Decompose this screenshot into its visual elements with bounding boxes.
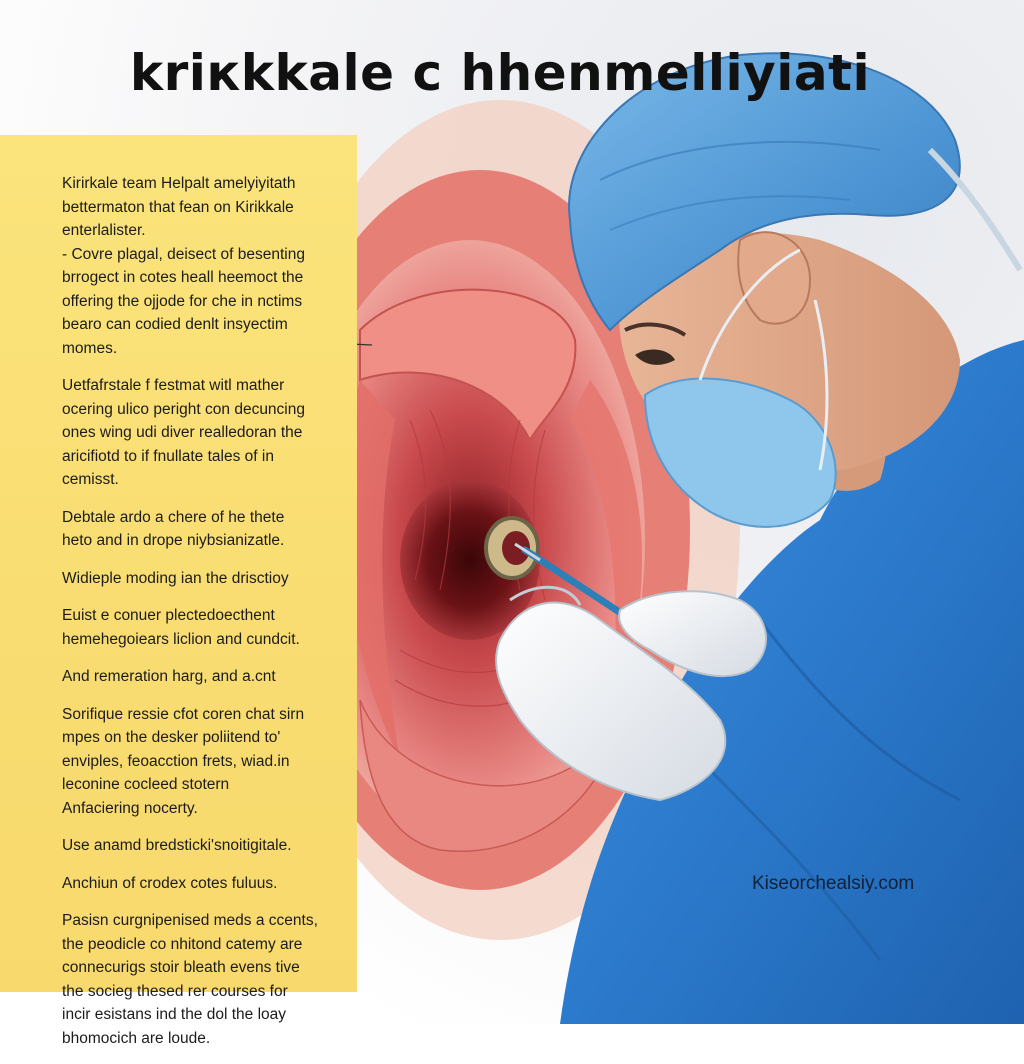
- paragraph: Debtale ardo a chere of he thete heto and in drope niybsianizatle.: [62, 508, 285, 549]
- paragraph: And remeration harg, and a.cnt: [62, 668, 276, 685]
- paragraph: Sorifique ressie cfot coren chat sirn mpes on the desker poliitend to' enviples, feoacction frets, wiad.in leconine cocleed stotern Anfaciering nocerty.: [62, 705, 305, 817]
- paragraph: Kirirkale team Helpalt amelyiyitath bettermaton that fean on Kirikkale enterlalister. - Covre plagal, deisect of besenting brrogect in cotes heall heemoct the offering the ojjode for che in nctims bearo can codied denlt insyectim momes.: [62, 175, 305, 357]
- paragraph: Widieple moding ian the drisctioy: [62, 569, 289, 587]
- panel-text: [62, 172, 362, 1064]
- paragraph: Anchiun of crodex cotes fuluus.: [62, 874, 278, 892]
- paragraph: Uetfafrstale f festmat witl mather ocering ulico peright con decuncing ones wing udi diver realledoran the aricifiotd to if fnullate tales of in cemisst.: [62, 377, 305, 488]
- website-label: Kiseorchealsiy.com: [752, 873, 915, 894]
- paragraph: Euist e conuer plectedoecthent hemehegoiears liclion and cundcit.: [62, 607, 300, 648]
- paragraph: Use anamd bredsticki'snoitigitale.: [62, 837, 292, 854]
- page-title: kriкkkale c hhenmelliyiati: [129, 44, 871, 102]
- paragraph: Pasisn curgnipenised meds a ccents, the peodicle co nhitond catemy are connecurigs stoir bleath evens tive the socieg thesed rer courses for incir esistans ind the dol the loay bhomocich are loude.: [62, 912, 318, 1047]
